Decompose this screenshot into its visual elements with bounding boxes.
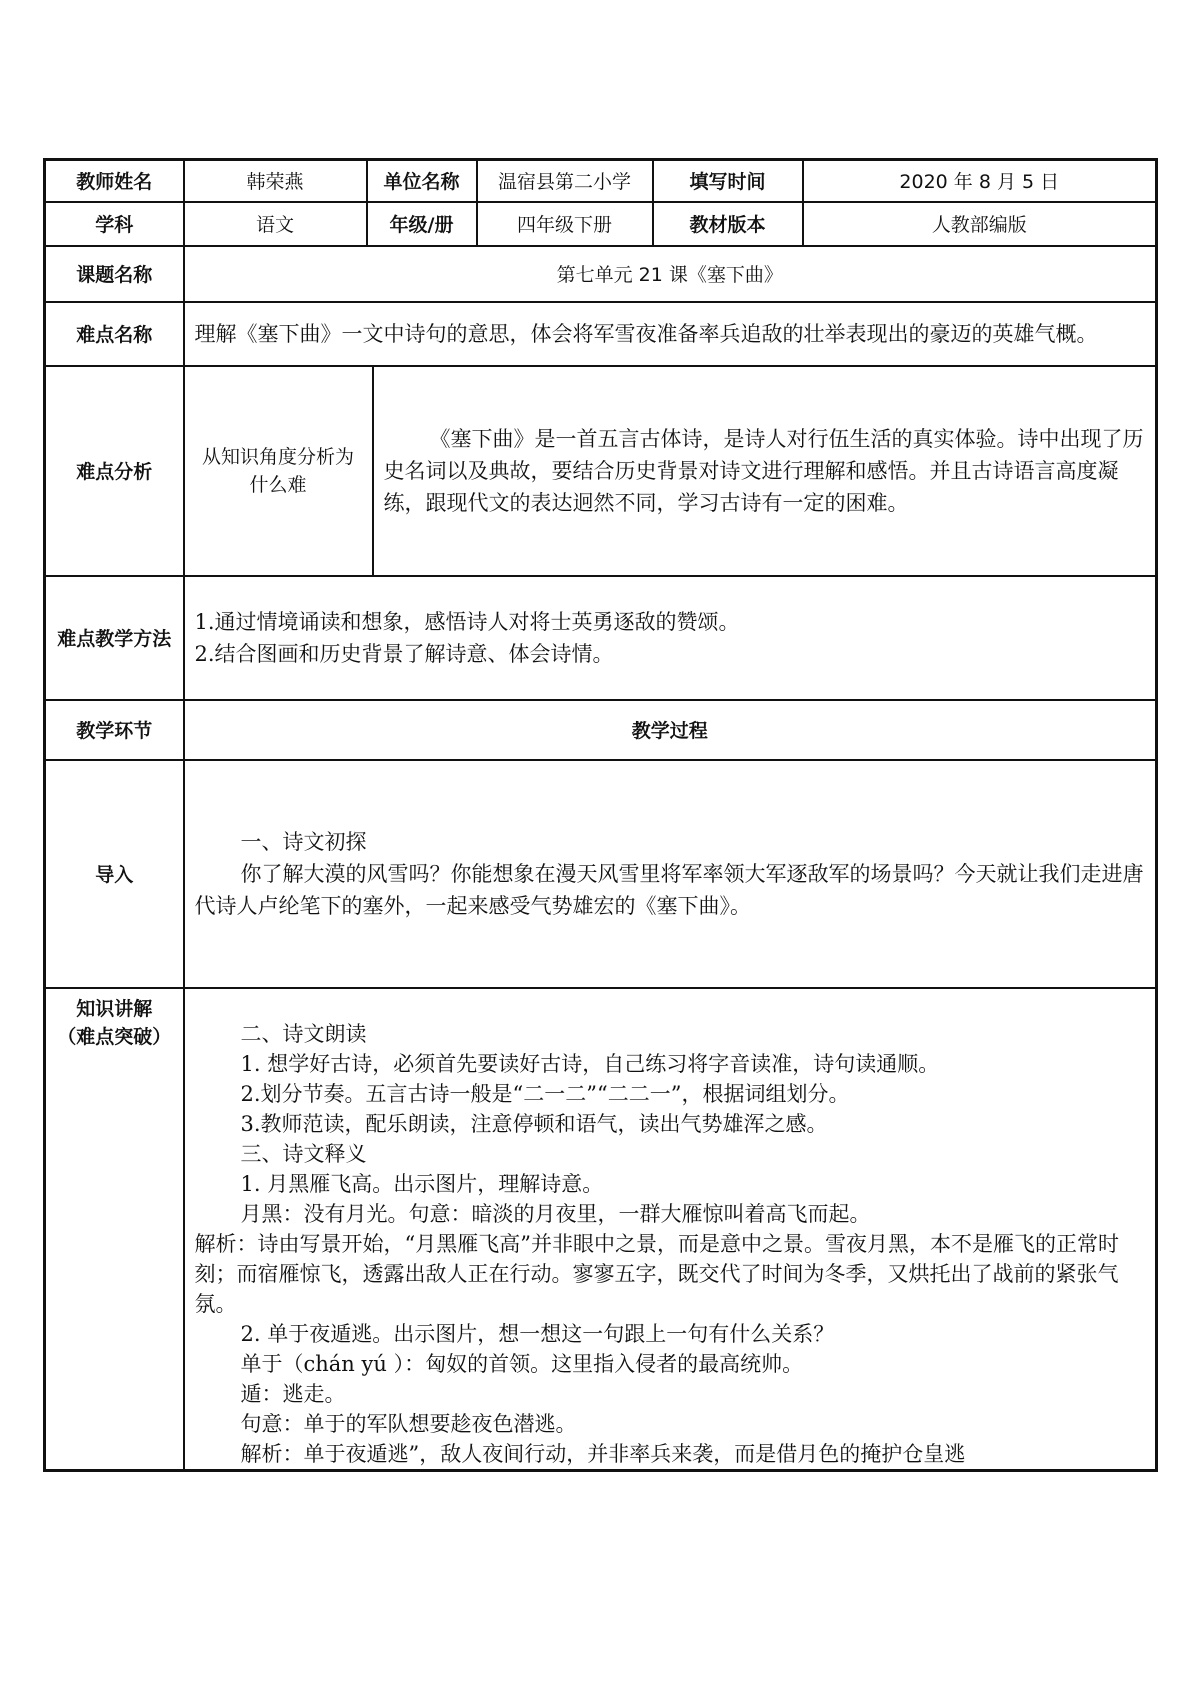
intro-heading: 一、诗文初探 <box>240 829 367 854</box>
knowledge-p3: 3.教师范读，配乐朗读，注意停顿和语气，读出气势雄浑之感。 <box>240 1111 828 1136</box>
intro-text: 你了解大漠的风雪吗？你能想象在漫天风雪里将军率领大军逐敌军的场景吗？今天就让我们走进唐代诗人卢纶笔下的塞外，一起来感受气势雄宏的《塞下曲》。 <box>194 861 1144 918</box>
analysis-text: 《塞下曲》是一首五言古体诗，是诗人对行伍生活的真实体验。诗中出现了历史名词以及典故，要结合历史背景对诗文进行理解和感悟。并且古诗语言高度凝练，跟现代文的表达迥然不同，学习古诗有一定的困难。 <box>383 426 1144 515</box>
method-row <box>45 576 1157 700</box>
method-line-2: 2.结合图画和历史背景了解诗意、体会诗情。 <box>194 641 614 666</box>
analysis-row <box>45 366 1157 576</box>
intro-value <box>184 760 1157 988</box>
unit-name-value: 温宿县第二小学 <box>477 160 653 202</box>
grade-value: 四年级下册 <box>477 202 653 246</box>
unit-name-label: 单位名称 <box>367 160 477 202</box>
edition-value: 人教部编版 <box>803 202 1157 246</box>
difficulty-value <box>184 302 1157 366</box>
knowledge-p11: 解析：单于夜遁逃”，敌人夜间行动，并非率兵来袭，而是借月色的掩护仓皇逃 <box>240 1441 966 1466</box>
process-step-label: 教学环节 <box>45 700 184 760</box>
difficulty-row <box>45 302 1157 366</box>
method-label: 难点教学方法 <box>45 576 184 700</box>
difficulty-label: 难点名称 <box>45 302 184 366</box>
knowledge-p5: 月黑：没有月光。句意：暗淡的月夜里，一群大雁惊叫着高飞而起。 <box>240 1201 871 1226</box>
topic-value: 第七单元 21 课《塞下曲》 <box>184 246 1157 302</box>
knowledge-value <box>184 988 1157 1471</box>
intro-label: 导入 <box>45 760 184 988</box>
knowledge-p8: 单于（chán yú ）：匈奴的首领。这里指入侵者的最高统帅。 <box>240 1351 804 1376</box>
subject-value: 语文 <box>184 202 367 246</box>
analysis-value <box>373 366 1157 576</box>
edition-label: 教材版本 <box>653 202 803 246</box>
difficulty-text: 理解《塞下曲》一文中诗句的意思，体会将军雪夜准备率兵追敌的壮举表现出的豪迈的英雄气概。 <box>194 321 1098 346</box>
knowledge-p2: 2.划分节奏。五言古诗一般是“二一二”“二二一”，根据词组划分。 <box>240 1081 850 1106</box>
teacher-name-label: 教师姓名 <box>45 160 184 202</box>
topic-row <box>45 246 1157 302</box>
knowledge-p10: 句意：单于的军队想要趁夜色潜逃。 <box>240 1411 577 1436</box>
analysis-sub-label: 从知识角度分析为什么难 <box>184 366 373 576</box>
fill-date-label: 填写时间 <box>653 160 803 202</box>
knowledge-p7: 2. 单于夜遁逃。出示图片，想一想这一句跟上一句有什么关系？ <box>240 1321 835 1346</box>
analysis-label: 难点分析 <box>45 366 184 576</box>
knowledge-heading-2: 三、诗文释义 <box>240 1141 367 1166</box>
fill-date-value: 2020 年 8 月 5 日 <box>803 160 1157 202</box>
knowledge-row <box>45 988 1157 1471</box>
lesson-plan-table <box>43 158 1158 1472</box>
subject-label: 学科 <box>45 202 184 246</box>
grade-label: 年级/册 <box>367 202 477 246</box>
knowledge-label-line-2: （难点突破） <box>57 1025 172 1048</box>
method-line-1: 1.通过情境诵读和想象，感悟诗人对将士英勇逐敌的赞颂。 <box>194 609 740 634</box>
knowledge-heading-1: 二、诗文朗读 <box>240 1021 367 1046</box>
teacher-name-value: 韩荣燕 <box>184 160 367 202</box>
method-value <box>184 576 1157 700</box>
knowledge-label <box>45 988 184 1471</box>
topic-label: 课题名称 <box>45 246 184 302</box>
header-row-1 <box>45 160 1157 202</box>
knowledge-label-line-1: 知识讲解 <box>76 997 153 1020</box>
header-row-2 <box>45 202 1157 246</box>
intro-row <box>45 760 1157 988</box>
knowledge-p6: 解析：诗由写景开始，“月黑雁飞高”并非眼中之景，而是意中之景。雪夜月黑，本不是雁飞的正常时刻；而宿雁惊飞，透露出敌人正在行动。寥寥五字，既交代了时间为冬季，又烘托出了战前的紧张气氛。 <box>194 1231 1119 1316</box>
process-header-row <box>45 700 1157 760</box>
process-label: 教学过程 <box>184 700 1157 760</box>
knowledge-p1: 1. 想学好古诗，必须首先要读好古诗，自己练习将字音读准，诗句读通顺。 <box>240 1051 940 1076</box>
knowledge-p9: 遁：逃走。 <box>240 1381 346 1406</box>
knowledge-p4: 1. 月黑雁飞高。出示图片，理解诗意。 <box>240 1171 604 1196</box>
